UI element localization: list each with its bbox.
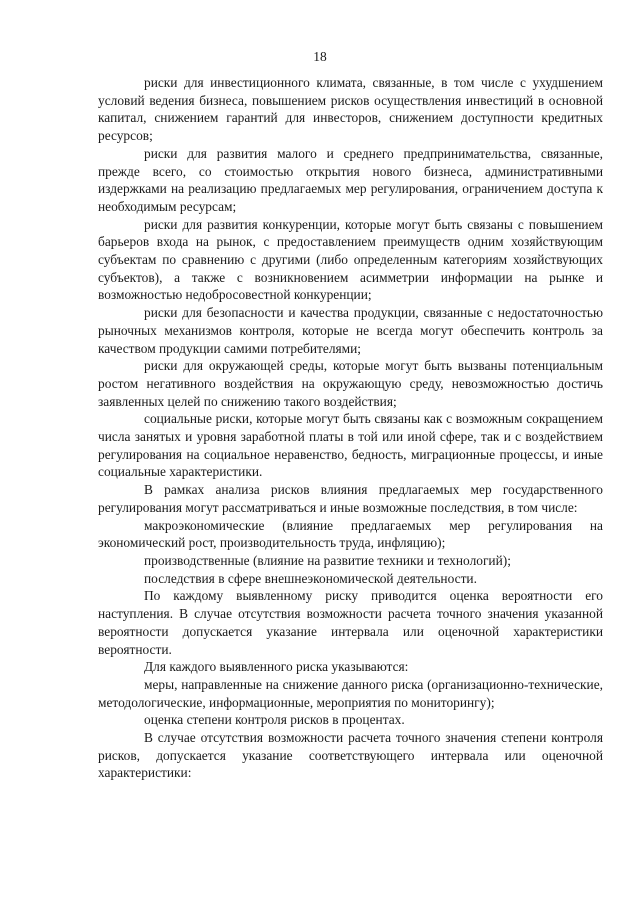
paragraph-control-interval: В случае отсутствия возможности расчета точного значения степени контроля рисков, допускается указание соответствующего интервала или оценочной характеристики: (98, 730, 603, 781)
paragraph-product-safety-risks: риски для безопасности и качества продукции, связанные с недостаточностью рыночных механизмов контроля, которые не всегда могут обеспечить контроль за качеством продукции самими потребителями; (98, 305, 603, 356)
paragraph-production: производственные (влияние на развитие техники и технологий); (144, 552, 511, 568)
paragraph-foreign-trade: последствия в сфере внешнеэкономической деятельности. (144, 570, 477, 586)
paragraph-other-consequences: В рамках анализа рисков влияния предлагаемых мер государственного регулирования могут рассматриваться и иные возможные последствия, в том числе: (98, 482, 603, 515)
paragraph-competition-risks: риски для развития конкуренции, которые могут быть связаны с повышением барьеров входа на рынок, с предоставлением преимуществ одним хозяйствующим субъектам по сравнению с другими (либо определенным категориям хозяйствующих субъектов), а также с возникновением асимметрии информации на рынке и возможностью недобросовестной конкуренции; (98, 216, 603, 303)
paragraph-macroeconomic: макроэкономические (влияние предлагаемых мер регулирования на экономический рост, производительность труда, инфляцию); (98, 517, 603, 551)
paragraph-small-business-risks: риски для развития малого и среднего предпринимательства, связанные, прежде всего, со стоимостью открытия нового бизнеса, административными издержками на реализацию предлагаемых мер регулирования, ограничением доступа к необходимым ресурсам; (98, 145, 603, 214)
paragraph-control-percent: оценка степени контроля рисков в процентах. (144, 712, 405, 728)
page-number: 18 (313, 49, 327, 64)
document-body (98, 74, 603, 782)
paragraph-investment-climate-risks: риски для инвестиционного климата, связанные, в том числе с ухудшением условий ведения бизнеса, повышением рисков осуществления инвестиций в основной капитал, снижением гарантий для инвесторов, снижением доступности кредитных ресурсов; (98, 75, 603, 144)
paragraph-social-risks: социальные риски, которые могут быть связаны как с возможным сокращением числа занятых и уровня заработной платы в той или иной сфере, так и с воздействием регулирования на социальное неравенство, бедность, миграционные процессы, и иные социальные характеристики. (98, 411, 603, 480)
paragraph-environment-risks: риски для окружающей среды, которые могут быть вызваны потенциальным ростом негативного воздействия на окружающую среду, невозможностью достичь заявленных целей по снижению такого воздействия; (98, 358, 603, 409)
paragraph-mitigation-measures: меры, направленные на снижение данного риска (организационно-технические, методологические, информационные, мероприятия по мониторингу); (98, 676, 603, 710)
paragraph-risk-indications: Для каждого выявленного риска указываются: (144, 659, 409, 675)
paragraph-risk-probability: По каждому выявленному риску приводится оценка вероятности его наступления. В случае отсутствия возможности расчета точного значения указанной вероятности допускается указание интервала или оценочной характеристики вероятности. (98, 588, 603, 657)
